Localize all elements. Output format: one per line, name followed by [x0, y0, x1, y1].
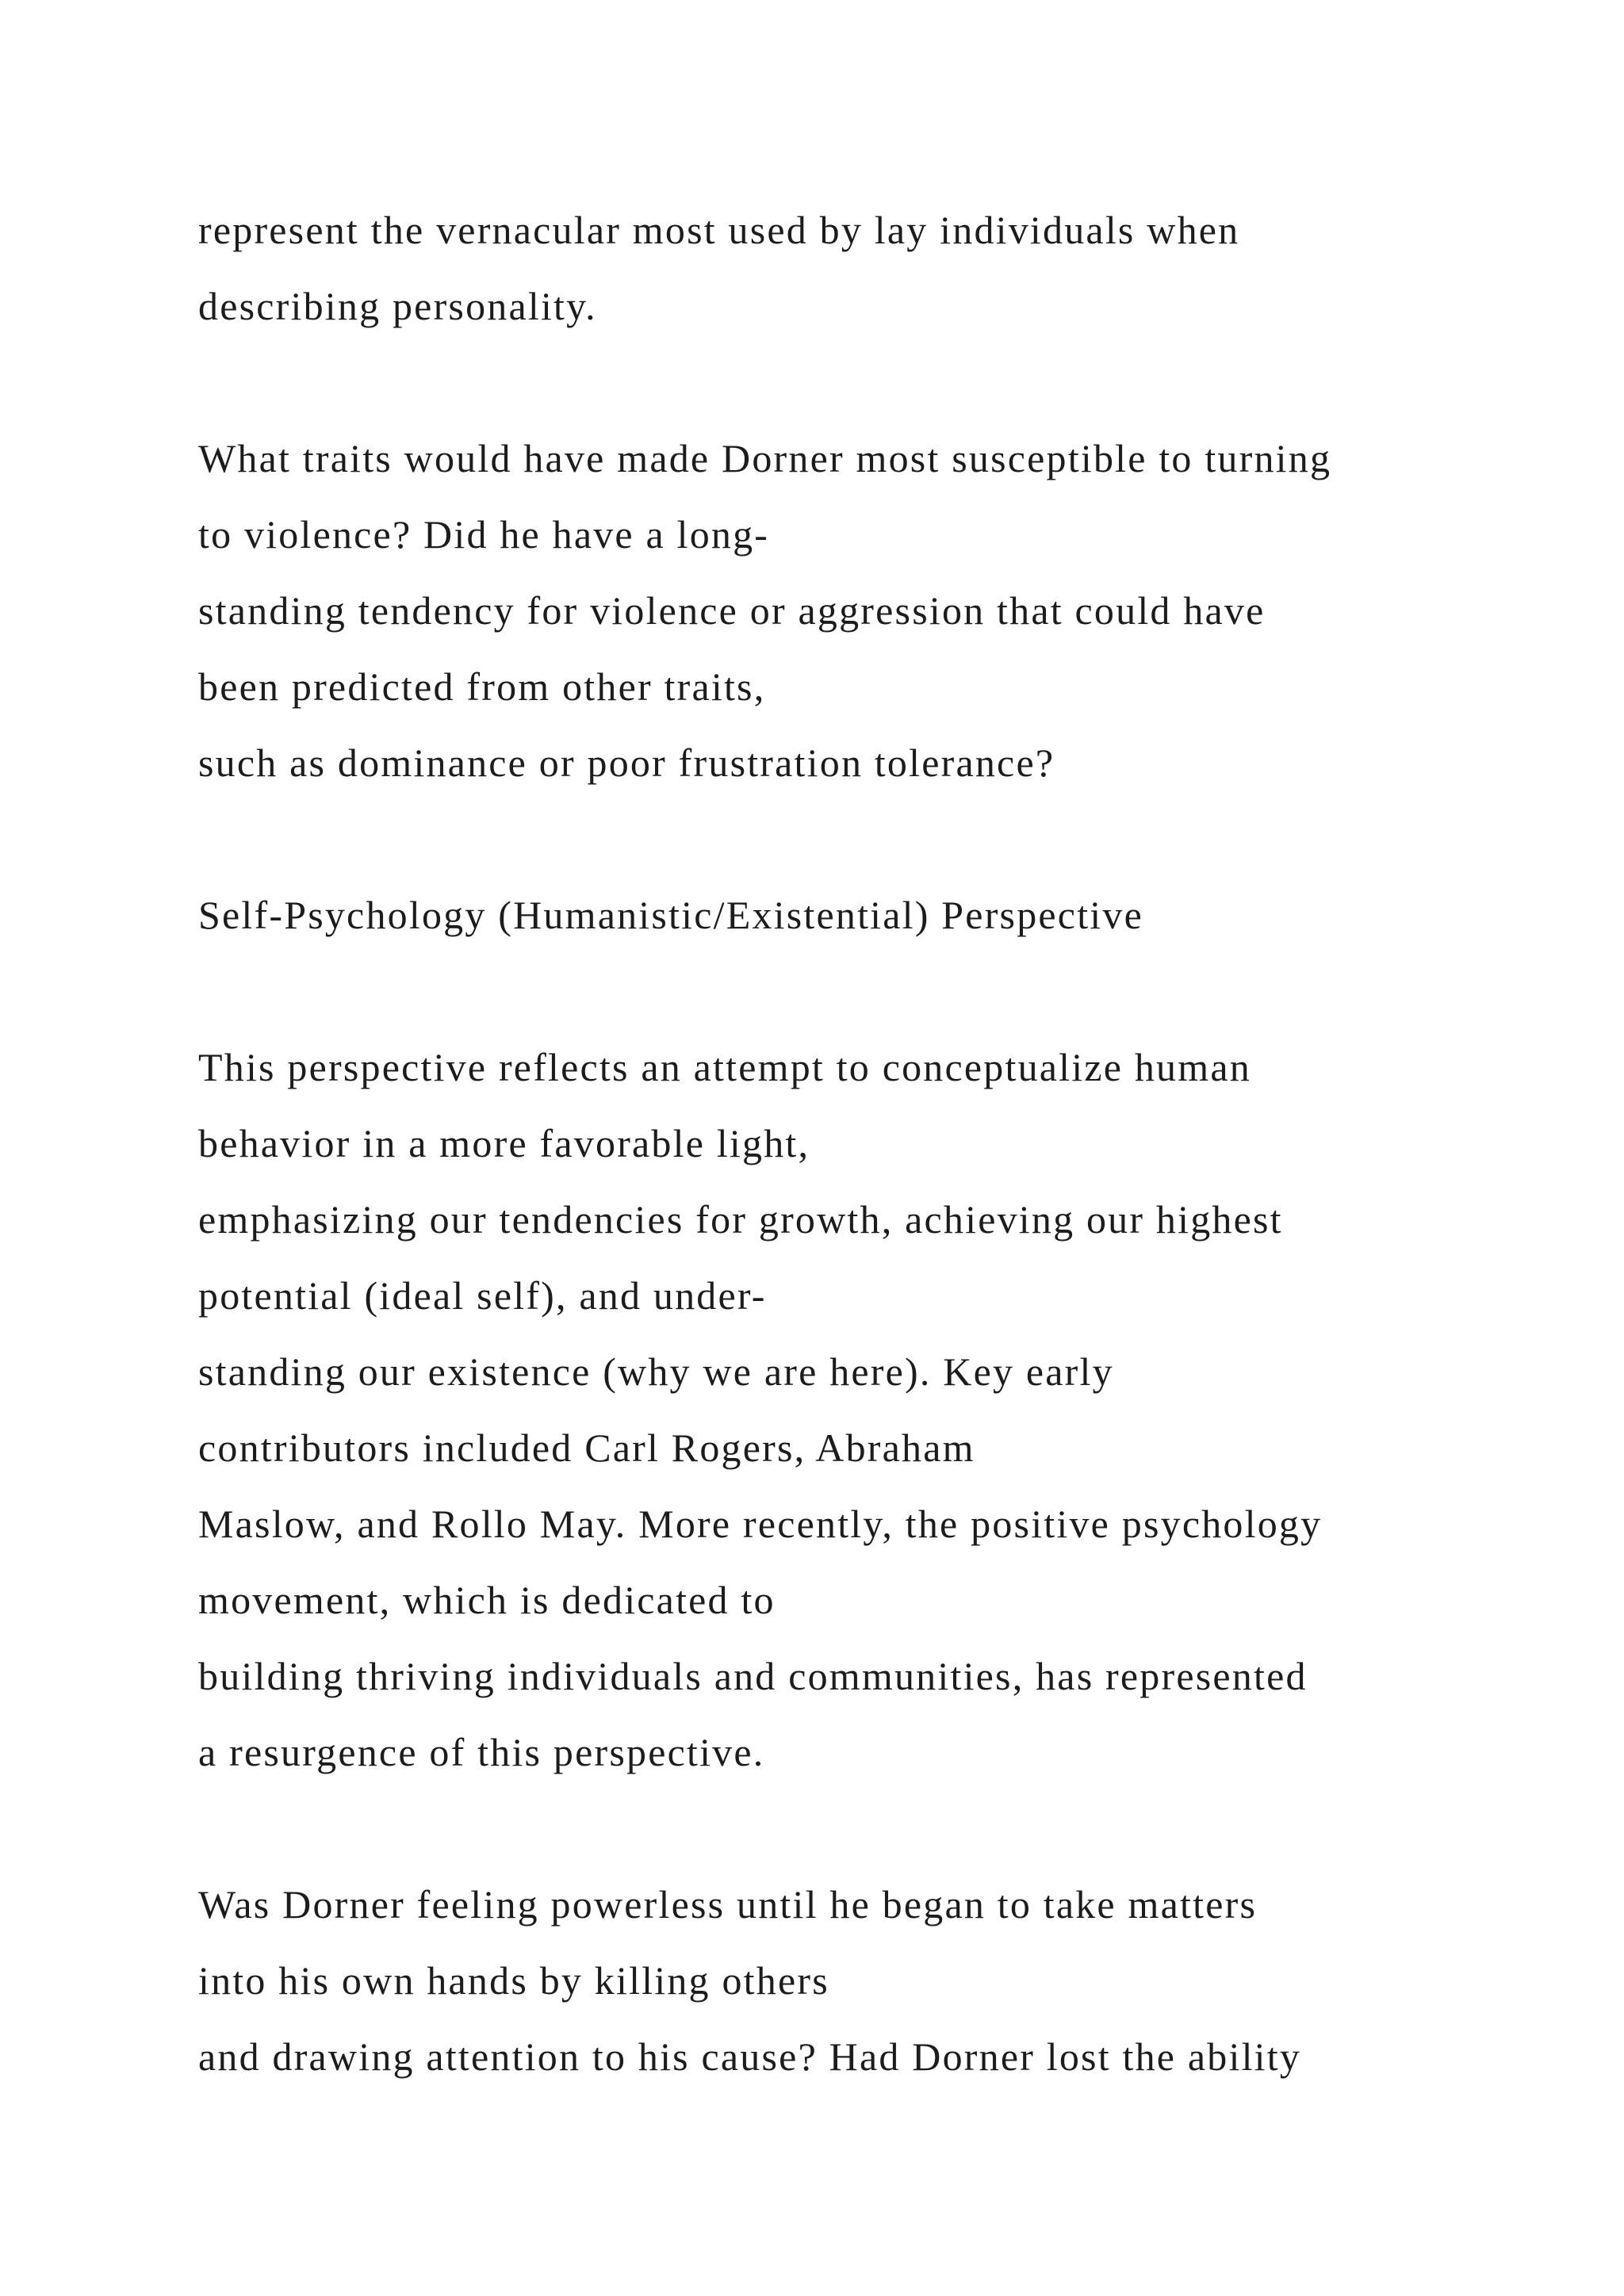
text-line: potential (ideal self), and under- — [198, 1273, 767, 1318]
section-heading — [198, 877, 1546, 953]
text-line: describing personality. — [198, 284, 597, 328]
text-line: standing our existence (why we are here). Key early — [198, 1349, 1114, 1394]
text-line: building thriving individuals and communities, has represented — [198, 1654, 1308, 1698]
paragraph-gap — [198, 344, 1546, 420]
text-line: been predicted from other traits, — [198, 664, 766, 709]
text-line: This perspective reflects an attempt to conceptualize human — [198, 1045, 1251, 1089]
paragraph — [198, 1029, 1546, 1790]
paragraph — [198, 192, 1546, 344]
text-line: emphasizing our tendencies for growth, achieving our highest — [198, 1197, 1283, 1242]
text-line: to violence? Did he have a long- — [198, 512, 770, 557]
paragraph-gap — [198, 953, 1546, 1029]
text-line: behavior in a more favorable light, — [198, 1121, 810, 1165]
text-line: and drawing attention to his cause? Had Dorner lost the ability — [198, 2034, 1302, 2079]
paragraph — [198, 1866, 1546, 2095]
text-line: into his own hands by killing others — [198, 1958, 829, 2003]
text-line: movement, which is dedicated to — [198, 1578, 776, 1622]
text-line: contributors included Carl Rogers, Abraham — [198, 1425, 975, 1470]
text-line: a resurgence of this perspective. — [198, 1730, 765, 1774]
text-line: Was Dorner feeling powerless until he began to take matters — [198, 1882, 1258, 1927]
text-line: What traits would have made Dorner most susceptible to turning — [198, 436, 1332, 480]
paragraph-gap — [198, 801, 1546, 877]
text-line: represent the vernacular most used by lay individuals when — [198, 208, 1240, 252]
document-body — [198, 192, 1546, 2095]
paragraph — [198, 420, 1546, 801]
heading-line: Self-Psychology (Humanistic/Existential) Perspective — [198, 893, 1143, 937]
paragraph-gap — [198, 1790, 1546, 1866]
text-line: Maslow, and Rollo May. More recently, the positive psychology — [198, 1502, 1323, 1546]
text-line: such as dominance or poor frustration tolerance? — [198, 740, 1055, 785]
text-line: standing tendency for violence or aggression that could have — [198, 588, 1266, 633]
